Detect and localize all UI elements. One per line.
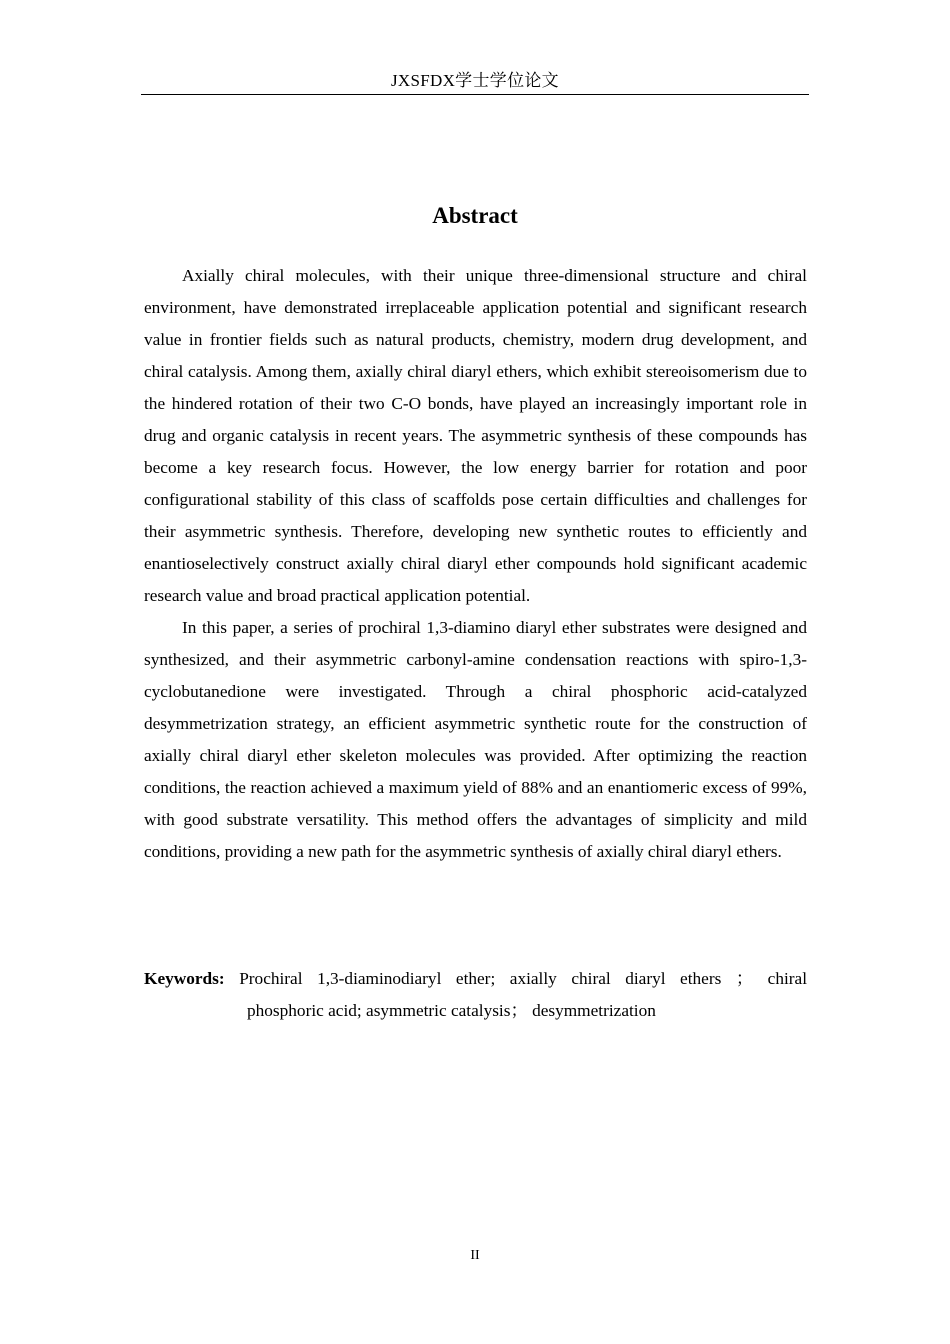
abstract-paragraph-1: Axially chiral molecules, with their unique three-dimensional structure and chiral environment, have demonstrated irreplaceable application potential and significant research value in frontier fields such as natural products, chemistry, modern drug development, and chiral catalysis. Among them, axially chiral diaryl ethers, which exhibit stereoisomerism due to the hindered rotation of their two C-O bonds, have played an increasingly important role in drug and organic catalysis in recent years. The asymmetric synthesis of these compounds has become a key research focus. However, the low energy barrier for rotation and poor configurational stability of this class of scaffolds pose certain difficulties and challenges for their asymmetric synthesis. Therefore, developing new synthetic routes to efficiently and enantioselectively construct axially chiral diaryl ether compounds hold significant academic research value and broad practical application potential. [144, 266, 807, 605]
keywords-label: Keywords: [144, 969, 225, 988]
keywords-line-1 [144, 963, 807, 995]
abstract-paragraph-2: In this paper, a series of prochiral 1,3-diamino diaryl ether substrates were designed and synthesized, and their asymmetric carbonyl-amine condensation reactions with spiro-1,3-cyclobutanedione were investigated. Through a chiral phosphoric acid-catalyzed desymmetrization strategy, an efficient asymmetric synthetic route for the construction of axially chiral diaryl ether skeleton molecules was provided. After optimizing the reaction conditions, the reaction achieved a maximum yield of 88% and an enantiomeric excess of 99%, with good substrate versatility. This method offers the advantages of simplicity and mild conditions, providing a new path for the asymmetric synthesis of axially chiral diaryl ethers. [144, 618, 807, 861]
running-header: JXSFDX学士学位论文 [391, 71, 559, 90]
keywords-block [144, 963, 807, 1027]
header-rule [141, 94, 809, 95]
page-number: II [470, 1248, 480, 1263]
keywords-text-1: Prochiral 1,3-diaminodiaryl ether; axially chiral diaryl ethers ； chiral [239, 969, 807, 988]
page-title: Abstract [432, 203, 518, 228]
keywords-line-2: phosphoric acid; asymmetric catalysis； desymmetrization [247, 1001, 656, 1020]
abstract-body [144, 260, 807, 868]
